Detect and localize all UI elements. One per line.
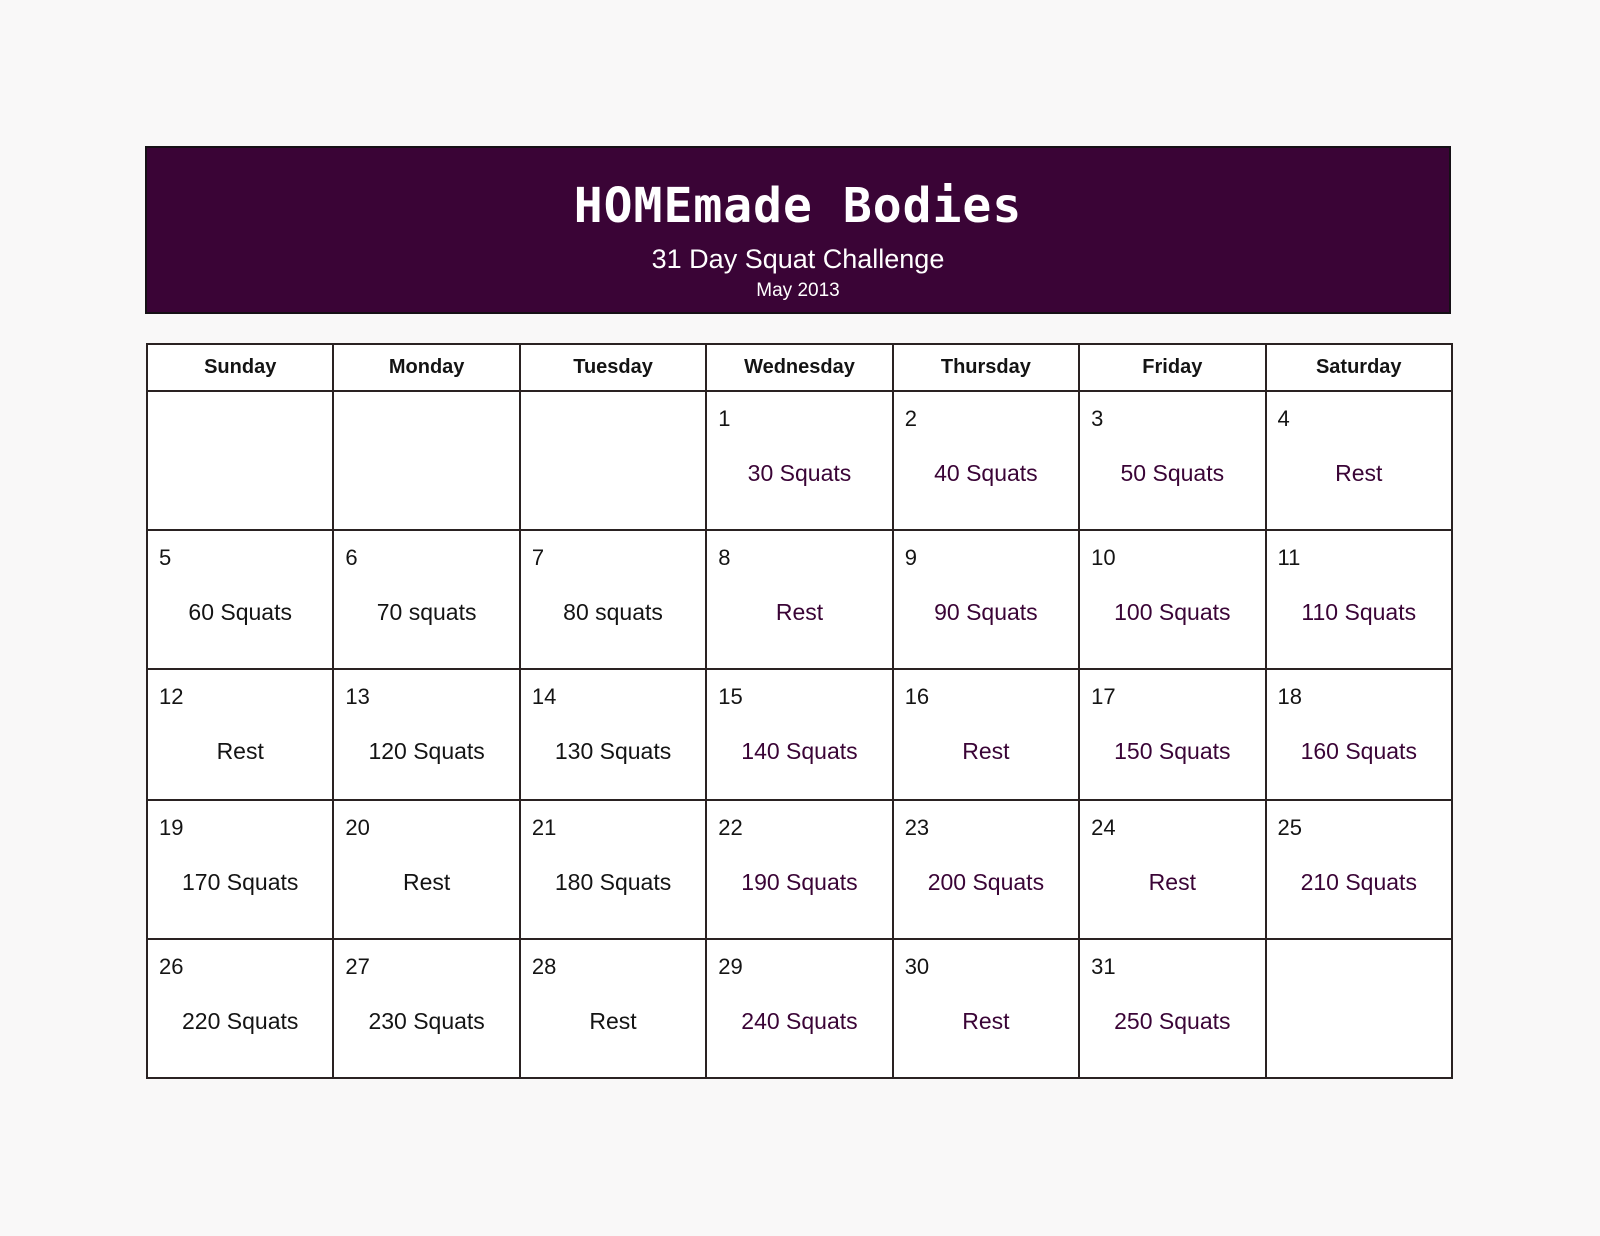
day-activity: 200 Squats: [927, 869, 1045, 895]
brand-title: HOMEmade Bodies: [573, 178, 1023, 234]
day-activity: 100 Squats: [1114, 599, 1231, 625]
day-number: 31: [1091, 954, 1116, 979]
day-number: 29: [718, 954, 743, 979]
day-activity: 40 Squats: [934, 460, 1038, 486]
month-label: May 2013: [756, 280, 840, 301]
day-activity: 240 Squats: [741, 1008, 858, 1034]
day-activity: 150 Squats: [1114, 738, 1231, 764]
day-number: 18: [1277, 684, 1303, 709]
day-activity: Rest: [775, 599, 824, 625]
day-activity: 210 Squats: [1300, 869, 1417, 895]
weekday-header: Sunday: [147, 344, 333, 391]
week-row: [147, 391, 1452, 530]
day-number: 11: [1277, 545, 1301, 570]
day-number: 9: [904, 545, 917, 570]
week-row: [147, 530, 1452, 669]
day-cell: [333, 939, 519, 1078]
day-cell: [520, 669, 706, 800]
day-cell: [520, 800, 706, 939]
day-number: 12: [159, 684, 184, 709]
week-row: [147, 800, 1452, 939]
day-cell: [147, 530, 333, 669]
day-number: 10: [1091, 545, 1116, 570]
day-activity: 250 Squats: [1114, 1008, 1231, 1034]
day-number: 1: [718, 406, 731, 431]
day-cell: [333, 391, 519, 530]
day-cell: [706, 669, 892, 800]
day-number: 19: [159, 815, 184, 840]
day-number: 27: [345, 954, 370, 979]
day-cell: [1079, 669, 1265, 800]
day-cell: [1079, 530, 1265, 669]
day-cell: [520, 939, 706, 1078]
day-activity: 230 Squats: [368, 1008, 485, 1034]
day-activity: 90 Squats: [934, 599, 1038, 625]
week-row: [147, 939, 1452, 1078]
day-cell: [1266, 800, 1452, 939]
day-number: 14: [531, 684, 557, 709]
day-activity: 80 squats: [563, 599, 663, 625]
day-activity: 190 Squats: [741, 869, 858, 895]
day-number: 6: [345, 545, 358, 570]
day-cell: [333, 530, 519, 669]
day-activity: 70 squats: [376, 599, 477, 625]
challenge-title: 31 Day Squat Challenge: [651, 244, 945, 274]
day-activity: Rest: [589, 1008, 637, 1034]
day-activity: Rest: [962, 738, 1010, 764]
weekday-header: Saturday: [1266, 344, 1452, 391]
header-banner: [145, 146, 1451, 314]
day-number: 21: [531, 815, 557, 840]
weekday-header: Thursday: [893, 344, 1079, 391]
day-activity: Rest: [1335, 460, 1383, 486]
day-cell: [706, 800, 892, 939]
weekday-header: Wednesday: [706, 344, 892, 391]
day-cell: [147, 800, 333, 939]
day-cell: [1266, 391, 1452, 530]
day-cell: [893, 800, 1079, 939]
day-activity: Rest: [1148, 869, 1196, 895]
day-cell: [1266, 530, 1452, 669]
day-activity: Rest: [962, 1008, 1010, 1034]
weekday-header: Monday: [333, 344, 519, 391]
day-cell: [147, 391, 333, 530]
day-number: 3: [1091, 406, 1104, 431]
day-number: 2: [904, 406, 917, 431]
day-cell: [893, 391, 1079, 530]
day-activity: 30 Squats: [747, 460, 852, 486]
day-activity: Rest: [402, 869, 451, 895]
day-activity: 160 Squats: [1300, 738, 1417, 764]
day-number: 20: [345, 815, 370, 840]
weekday-header-row: [147, 344, 1452, 391]
weekday-header: Tuesday: [520, 344, 706, 391]
day-activity: 170 Squats: [182, 869, 299, 895]
day-number: 13: [345, 684, 370, 709]
day-number: 24: [1091, 815, 1116, 840]
day-number: 30: [904, 954, 930, 979]
day-activity: 60 Squats: [188, 599, 292, 625]
weekday-header: Friday: [1079, 344, 1265, 391]
day-number: 23: [904, 815, 930, 840]
day-number: 7: [531, 545, 545, 570]
day-activity: 110 Squats: [1301, 599, 1417, 625]
day-cell: [1266, 939, 1452, 1078]
day-number: 28: [531, 954, 557, 979]
day-cell: [706, 391, 892, 530]
day-cell: [147, 669, 333, 800]
day-number: 17: [1091, 684, 1116, 709]
day-cell: [893, 669, 1079, 800]
day-cell: [893, 530, 1079, 669]
day-activity: 220 Squats: [182, 1008, 299, 1034]
day-cell: [893, 939, 1079, 1078]
day-cell: [1079, 939, 1265, 1078]
day-cell: [333, 800, 519, 939]
day-activity: Rest: [216, 738, 264, 764]
calendar-grid: [146, 343, 1453, 1079]
day-cell: [1079, 800, 1265, 939]
day-activity: 130 Squats: [554, 738, 672, 764]
day-number: 16: [904, 684, 930, 709]
day-cell: [520, 530, 706, 669]
day-cell: [147, 939, 333, 1078]
day-number: 26: [159, 954, 184, 979]
day-activity: 140 Squats: [741, 738, 858, 764]
day-cell: [1079, 391, 1265, 530]
day-cell: [706, 939, 892, 1078]
day-cell: [333, 669, 519, 800]
day-number: 5: [159, 545, 172, 570]
day-activity: 180 Squats: [554, 869, 672, 895]
day-number: 4: [1277, 406, 1290, 431]
day-activity: 120 Squats: [368, 738, 485, 764]
day-cell: [706, 530, 892, 669]
day-number: 22: [718, 815, 743, 840]
day-activity: 50 Squats: [1120, 460, 1225, 486]
week-row: [147, 669, 1452, 800]
day-number: 8: [718, 545, 731, 570]
day-number: 15: [718, 684, 743, 709]
day-cell: [520, 391, 706, 530]
day-cell: [1266, 669, 1452, 800]
day-number: 25: [1277, 815, 1303, 840]
